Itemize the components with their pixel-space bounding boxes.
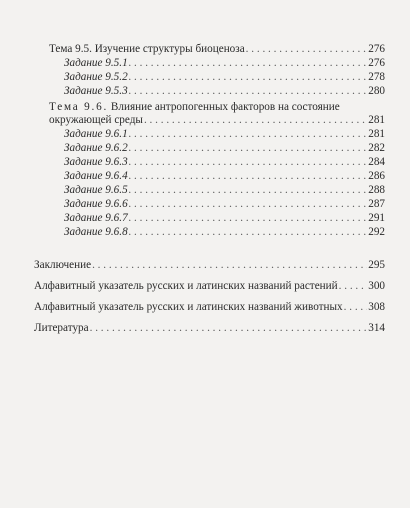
task-label: Задание 9.6.4 — [64, 170, 128, 182]
dot-leader — [144, 114, 367, 127]
dot-leader — [129, 184, 368, 197]
page-number: 281 — [368, 114, 385, 126]
page-number: 276 — [368, 43, 385, 55]
dot-leader — [92, 259, 367, 272]
section-label: Алфавитный указатель русских и латинских названий животных — [34, 301, 343, 313]
dot-leader — [129, 170, 368, 183]
section-label: Заключение — [34, 259, 92, 271]
toc-entry-topic-9-6 — [49, 101, 385, 114]
toc-entry-literature — [34, 322, 385, 335]
toc-entry-task — [64, 71, 385, 84]
toc-entry-task — [64, 57, 385, 70]
dot-leader — [344, 301, 368, 314]
page-number: 300 — [368, 280, 385, 292]
dot-leader — [129, 71, 368, 84]
dot-leader — [129, 212, 368, 225]
page-number: 278 — [368, 71, 385, 83]
topic-number: Тема 9.5. — [49, 43, 92, 55]
task-label: Задание 9.6.2 — [64, 142, 128, 154]
task-label: Задание 9.6.5 — [64, 184, 128, 196]
task-label: Задание 9.5.2 — [64, 71, 128, 83]
toc-entry-topic-9-5 — [49, 43, 385, 56]
page-number: 295 — [368, 259, 385, 271]
task-label: Задание 9.6.1 — [64, 128, 128, 140]
dot-leader — [246, 43, 368, 56]
toc-entry-task — [64, 85, 385, 98]
dot-leader — [129, 156, 368, 169]
section-label: Литература — [34, 322, 89, 334]
topic-title: Изучение структуры биоценоза — [94, 43, 245, 55]
toc-entry-task — [64, 226, 385, 239]
task-label: Задание 9.6.6 — [64, 198, 128, 210]
dot-leader — [90, 322, 368, 335]
toc-entry-task — [64, 142, 385, 155]
dot-leader — [129, 142, 368, 155]
dot-leader — [129, 198, 368, 211]
toc-entry-task — [64, 156, 385, 169]
topic-title-line1: Влияние антропогенных факторов на состояние — [110, 101, 340, 113]
page-number: 284 — [368, 156, 385, 168]
toc-entry-task — [64, 128, 385, 141]
section-label: Алфавитный указатель русских и латинских названий растений — [34, 280, 338, 292]
page-number: 286 — [368, 170, 385, 182]
toc-entry-task — [64, 170, 385, 183]
toc-entry-topic-9-6-end — [49, 114, 385, 127]
dot-leader — [339, 280, 368, 293]
task-label: Задание 9.5.1 — [64, 57, 128, 69]
page-number: 282 — [368, 142, 385, 154]
task-label: Задание 9.6.8 — [64, 226, 128, 238]
task-label: Задание 9.6.7 — [64, 212, 128, 224]
page-number: 292 — [368, 226, 385, 238]
dot-leader — [129, 57, 368, 70]
page-number: 314 — [368, 322, 385, 334]
topic-title-line2: окружающей среды — [49, 114, 143, 126]
toc-entry-task — [64, 184, 385, 197]
dot-leader — [129, 226, 368, 239]
page-number: 291 — [368, 212, 385, 224]
page-number: 281 — [368, 128, 385, 140]
page-number: 287 — [368, 198, 385, 210]
page-number: 276 — [368, 57, 385, 69]
task-label: Задание 9.5.3 — [64, 85, 128, 97]
toc-entry-animals-index — [34, 301, 385, 314]
topic-number: Тема 9.6. — [49, 101, 109, 113]
page-number: 280 — [368, 85, 385, 97]
dot-leader — [129, 85, 368, 98]
dot-leader — [129, 128, 368, 141]
toc-entry-task — [64, 198, 385, 211]
toc-entry-task — [64, 212, 385, 225]
page-number: 308 — [368, 301, 385, 313]
page-number: 288 — [368, 184, 385, 196]
task-label: Задание 9.6.3 — [64, 156, 128, 168]
toc-entry-conclusion — [34, 259, 385, 272]
toc-entry-plants-index — [34, 280, 385, 293]
